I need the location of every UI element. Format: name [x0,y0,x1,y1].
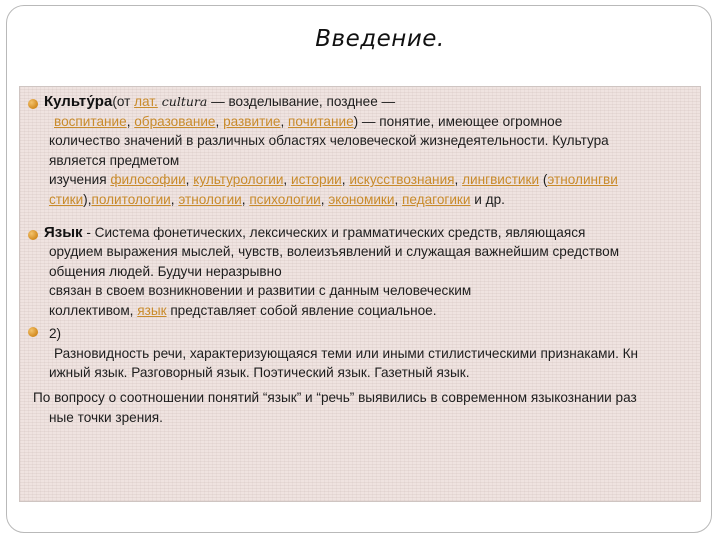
slide-title: Введение. [315,26,445,52]
link-filosofii[interactable]: философии [110,172,186,187]
p2-line-4: связан в своем возникновении и развитии с данным человеческим [49,283,472,298]
link-razvitie[interactable]: развитие [223,114,281,129]
link-etnolingvi[interactable]: этнолингви [547,172,618,187]
link-iskusstvoznaniya[interactable]: искусствознания [349,172,455,187]
content-panel [19,86,701,502]
link-politologii[interactable]: политологии [91,192,171,207]
text: представляет собой явление социальное. [166,303,437,318]
link-etnologii[interactable]: этнологии [178,192,242,207]
link-stiki[interactable]: стики [49,192,84,207]
bullet-icon [28,230,38,240]
p4-line-1: По вопросу о соотношении понятий “язык” и “речь” выявились в современном языкознании раз [33,390,637,405]
link-yazyk[interactable]: язык [137,303,167,318]
p2-line-2: орудием выражения мыслей, чувств, волеизъявлений и служащая важнейшим средством [49,244,620,259]
p1-line-1 [44,92,395,111]
text: коллективом, [49,303,138,318]
latin-word: cultura [157,94,208,109]
text: и др. [470,192,505,207]
p1-line-4: является предметом [49,153,180,168]
text: — возделывание, позднее — [207,94,396,109]
p2-line-3: общения людей. Будучи неразрывно [49,264,282,279]
p3-line-2: Разновидность речи, характеризующаяся теми или иными стилистическими признаками. Кн [54,346,639,361]
term-yazyk: Язык [44,224,83,241]
link-ekonomiki[interactable]: экономики [328,192,395,207]
link-istorii[interactable]: истории [290,172,342,187]
p2-line-1 [44,223,585,242]
link-kulturologii[interactable]: культурологии [193,172,284,187]
text: изучения [49,172,111,187]
text: (от [112,94,135,109]
bullet-icon [28,99,38,109]
p1-line-6: стики),политологии, этнологии, психологии, экономики, педагогики и др. [49,192,505,207]
link-psihologii[interactable]: психологии [249,192,321,207]
text: - Система фонетических, лексических и грамматических средств, являющаяся [82,225,586,240]
p3-line-3: ижный язык. Разговорный язык. Поэтический язык. Газетный язык. [49,365,470,380]
link-lat[interactable]: лат. [134,94,158,109]
term-kultura: Культу́ра [44,93,113,110]
link-pochitanie[interactable]: почитание [288,114,354,129]
link-lingvistiki[interactable]: лингвистики [462,172,540,187]
p1-line-3: количество значений в различных областях человеческой жизнедеятельности. Культура [49,133,609,148]
p4-line-2: ные точки зрения. [49,410,163,425]
link-pedagogiki[interactable]: педагогики [402,192,471,207]
p1-line-5: изучения философии, культурологии, истории, искусствознания, лингвистики (этнолингви [49,172,618,187]
bullet-icon [28,327,38,337]
link-obrazovanie[interactable]: образование [134,114,216,129]
text: ) — понятие, имеющее огромное [353,114,563,129]
p2-line-5 [49,301,436,320]
link-vospitanie[interactable]: воспитание [54,114,127,129]
p3-line-1: 2) [49,326,62,341]
p1-line-2: воспитание, образование, развитие, почитание) — понятие, имеющее огромное [54,114,563,129]
